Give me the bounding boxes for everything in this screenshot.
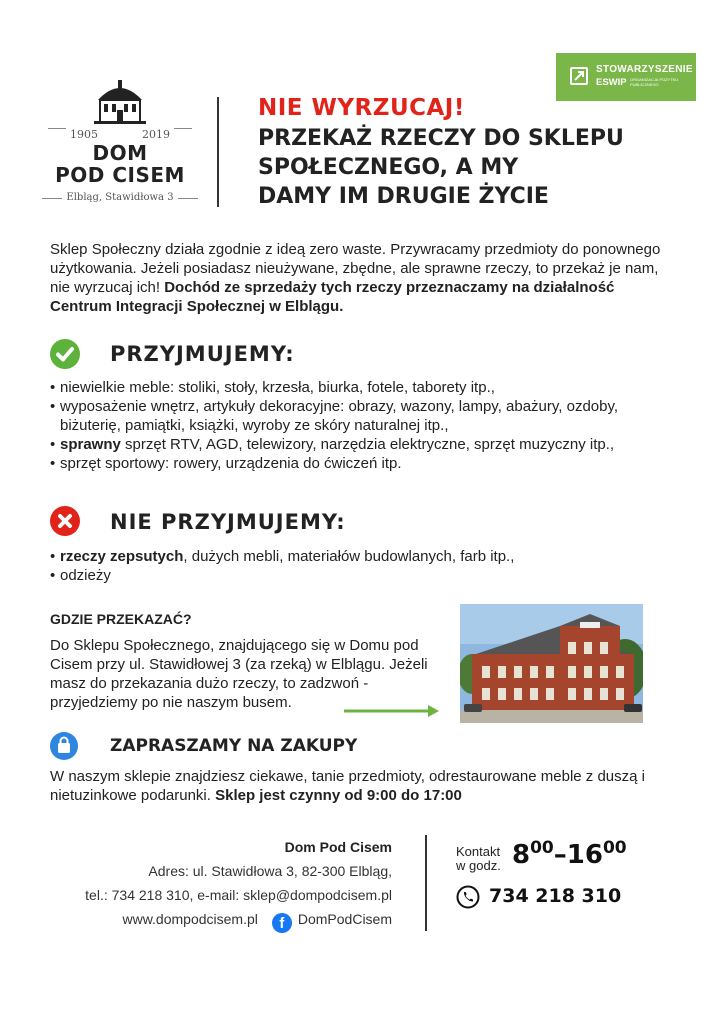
shop-paragraph (50, 767, 670, 805)
reject-item1-text: , dużych mebli, materiałów budowlanych, farb itp., (183, 548, 515, 565)
arrow-right-icon (344, 704, 440, 718)
contact-hours-label (456, 845, 501, 873)
building-photo (460, 604, 643, 723)
hour-to: 16 (566, 840, 603, 870)
reject-title: NIE PRZYJMUJEMY: (110, 510, 346, 534)
footer-org: Dom Pod Cisem (284, 839, 392, 855)
logo-name-line1: DOM (92, 141, 148, 165)
x-circle-icon (50, 506, 80, 536)
where-text: Do Sklepu Społecznego, znajdującego się w Domu pod Cisem przy ul. Stawidłowej 3 (za rzeką) w Elblągu. Jeżeli masz do przekazania dużo rzeczy, to zadzwoń - przyjedziemy po nie naszym busem. (50, 637, 428, 711)
list-item (50, 435, 670, 454)
header-line2: SPOŁECZNEGO, A MY (258, 155, 519, 180)
accept-item3-bold: sprawny (60, 436, 121, 453)
reject-list (50, 547, 670, 585)
badge-small: ORGANIZACJA POŻYTKU PUBLICZNEGO (630, 77, 679, 87)
reject-item1-bold: rzeczy zepsutych (60, 548, 184, 565)
contact-hours (512, 838, 627, 870)
footer-divider (425, 835, 427, 931)
hour-to-min: 00 (602, 838, 627, 858)
list-item: • odzieży (50, 566, 670, 585)
header-divider (217, 97, 219, 207)
shop-bold: Sklep jest czynny od 9:00 do 17:00 (215, 787, 462, 804)
list-item: • wyposażenie wnętrz, artykuły dekoracyjne: obrazy, wazony, lampy, abażury, ozdoby, biżuterię, pamiątki, książki, wyroby ze skóry naturalnej itp., (50, 397, 670, 435)
intro-text: Sklep Społeczny działa zgodnie z ideą zero waste. Przywracamy przedmioty do ponownego użytkowania. Jeżeli posiadasz nieużywane, zbędne, ale sprawne rzeczy, to przekaż je nam, nie wyrzucaj ich! (50, 241, 661, 296)
footer-address: Adres: ul. Stawidłowa 3, 82-300 Elbląg, (148, 863, 392, 879)
list-item: • sprzęt sportowy: rowery, urządzenia do ćwiczeń itp. (50, 454, 670, 473)
header-line3: DAMY IM DRUGIE ŻYCIE (258, 184, 549, 209)
badge-line2: ESWIP (596, 77, 627, 88)
hour-from-min: 00 (530, 838, 554, 858)
house-tree-icon (90, 78, 150, 126)
phone-icon (456, 885, 480, 909)
check-circle-icon (50, 339, 80, 369)
list-item (50, 547, 670, 566)
header-line1: PRZEKAŻ RZECZY DO SKLEPU (258, 126, 624, 151)
footer-website[interactable]: www.dompodcisem.pl (122, 911, 258, 927)
eswip-badge (556, 53, 696, 101)
logo-name-line2: POD CISEM (55, 163, 185, 187)
arrow-up-right-icon (573, 70, 585, 82)
header-warning: NIE WYRZUCAJ! (258, 95, 465, 121)
hour-sep: – (553, 840, 567, 870)
badge-line1: STOWARZYSZENIE (596, 64, 693, 75)
shop-text: W naszym sklepie znajdziesz ciekawe, tanie przedmioty, odrestaurowane meble z duszą i nietuzinkowe podarunki. (50, 768, 645, 804)
footer-facebook[interactable]: DomPodCisem (297, 911, 392, 927)
intro-bold: Dochód ze sprzedaży tych rzeczy przeznaczamy na działalność Centrum Integracji Społecznej w Elblągu. (50, 279, 615, 315)
intro-paragraph (50, 240, 670, 316)
header-title (258, 124, 658, 211)
accept-title: PRZYJMUJEMY: (110, 342, 295, 366)
accept-list (50, 378, 670, 473)
kontakt-label2: w godz. (456, 858, 501, 873)
footer-contact (85, 835, 392, 933)
kontakt-label1: Kontakt (456, 844, 501, 859)
list-item: • niewielkie meble: stoliki, stoły, krzesła, biurka, fotele, taborety itp., (50, 378, 670, 397)
shopping-bag-icon (50, 732, 78, 760)
hour-from: 8 (512, 840, 531, 870)
shop-title: ZAPRASZAMY NA ZAKUPY (110, 736, 358, 756)
facebook-icon: f (272, 913, 292, 933)
footer-phone-email: tel.: 734 218 310, e-mail: sklep@dompodcisem.pl (85, 887, 392, 903)
logo (40, 78, 200, 218)
logo-year-left: 1905 (70, 128, 98, 141)
where-title: GDZIE PRZEKAZAĆ? (50, 611, 192, 627)
accept-item3-text: sprzęt RTV, AGD, telewizory, narzędzia elektryczne, sprzęt muzyczny itp., (120, 436, 615, 453)
logo-year-right: 2019 (142, 128, 170, 141)
logo-address: Elbląg, Stawidłowa 3 (66, 192, 174, 203)
contact-phone[interactable]: 734 218 310 (489, 885, 622, 907)
